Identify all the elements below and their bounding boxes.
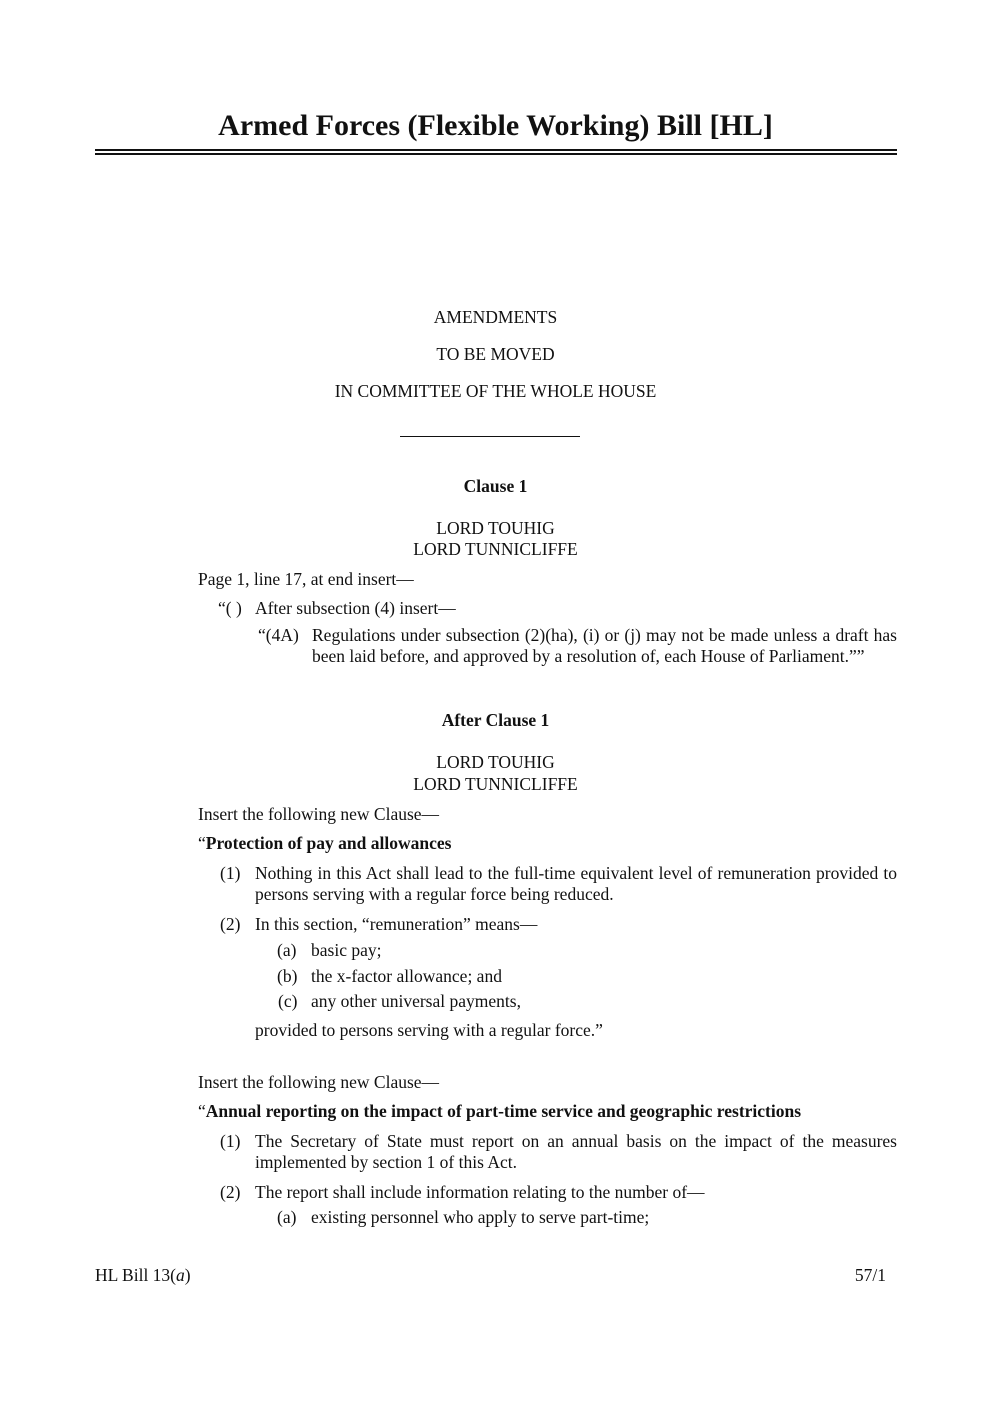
paragraph-number: “(4A): [258, 625, 299, 645]
clause-title-text: Protection of pay and allowances: [205, 833, 452, 853]
bill-title: Armed Forces (Flexible Working) Bill [HL]: [218, 109, 773, 142]
intro-line-3: IN COMMITTEE OF THE WHOLE HOUSE: [334, 381, 657, 401]
subsection-text: The report shall include information relating to the number of—: [255, 1182, 705, 1202]
clause-title-text: Annual reporting on the impact of part-time service and geographic restrictions: [205, 1101, 802, 1121]
open-quote: “: [198, 1101, 206, 1121]
subsection-number: “( ): [218, 598, 242, 618]
new-clause-title: [198, 833, 451, 854]
item-number: (a): [277, 940, 297, 960]
page-reference: 57/1: [854, 1265, 886, 1285]
subsection-number: (1): [220, 1131, 241, 1151]
mover: LORD TUNNICLIFFE: [413, 774, 578, 794]
intro-line-1: AMENDMENTS: [433, 307, 558, 327]
instruction: Insert the following new Clause—: [198, 1072, 440, 1092]
item-number: (a): [277, 1207, 297, 1227]
intro-line-2: TO BE MOVED: [436, 344, 555, 364]
heading-clause-1: Clause 1: [463, 476, 528, 496]
item-number: (c): [278, 991, 298, 1011]
open-quote: “: [198, 833, 206, 853]
heading-after-clause-1: After Clause 1: [441, 710, 550, 730]
instruction: Insert the following new Clause—: [198, 804, 440, 824]
subsection-number: (2): [220, 1182, 241, 1202]
title-rule-bottom: [95, 153, 897, 155]
closing-text: provided to persons serving with a regular force.”: [255, 1020, 603, 1040]
item-number: (b): [277, 966, 298, 986]
paragraph-text: Regulations under subsection (2)(ha), (i) or (j) may not be made unless a draft has been laid before, and approved by a resolution of, each House of Parliament.””: [312, 625, 897, 666]
bill-reference: HL Bill 13(a): [95, 1265, 191, 1285]
item-text: existing personnel who apply to serve part-time;: [311, 1207, 650, 1227]
new-clause-title: [198, 1101, 801, 1122]
subsection-text: Nothing in this Act shall lead to the full-time equivalent level of remuneration provided to persons serving with a regular force being reduced.: [255, 863, 897, 904]
subsection-text: After subsection (4) insert—: [255, 598, 456, 618]
mover: LORD TUNNICLIFFE: [413, 539, 578, 559]
item-text: basic pay;: [311, 940, 382, 960]
mover: LORD TOUHIG: [436, 518, 555, 538]
subsection-text: In this section, “remuneration” means—: [255, 914, 538, 934]
subsection-number: (2): [220, 914, 241, 934]
instruction: Page 1, line 17, at end insert—: [198, 569, 414, 589]
item-text: the x-factor allowance; and: [311, 966, 502, 986]
title-rule-top: [95, 149, 897, 151]
subsection-number: (1): [220, 863, 241, 883]
subsection-text: The Secretary of State must report on an annual basis on the impact of the measures implemented by section 1 of this Act.: [255, 1131, 897, 1172]
mover: LORD TOUHIG: [436, 752, 555, 772]
item-text: any other universal payments,: [311, 991, 521, 1011]
separator-rule: [400, 436, 580, 437]
